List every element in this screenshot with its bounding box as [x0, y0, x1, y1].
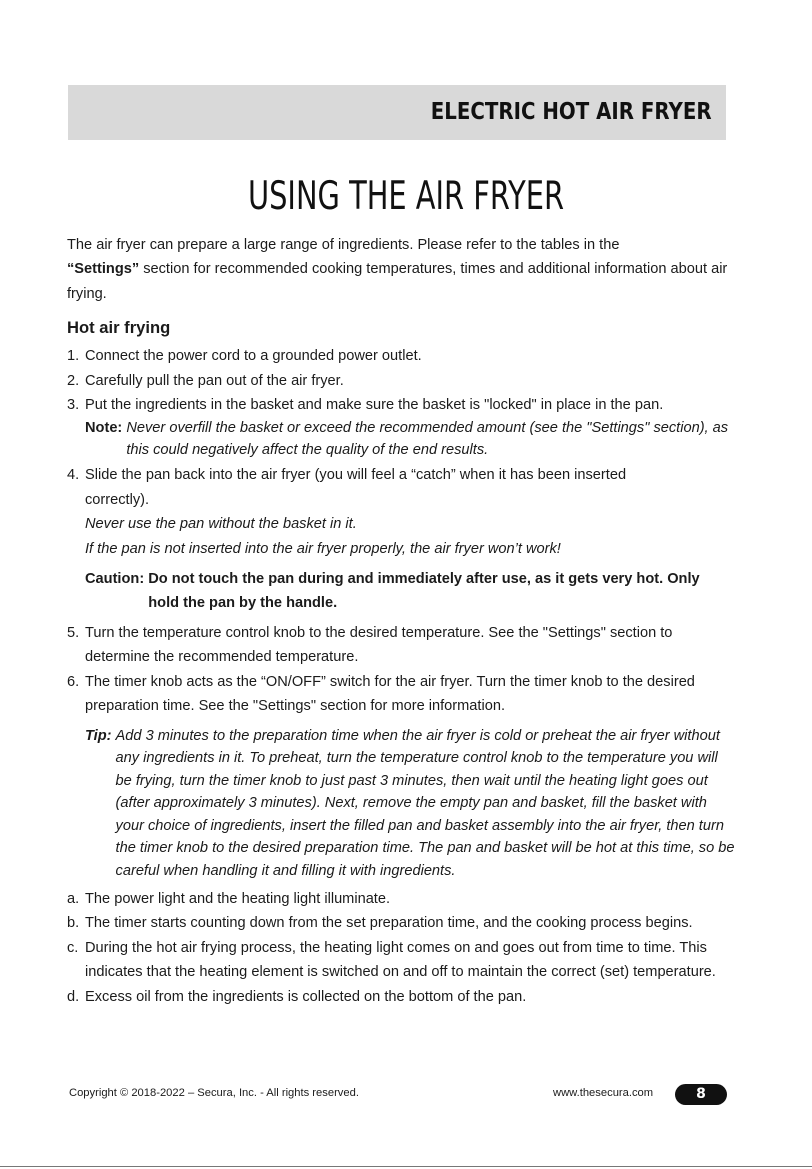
tip — [67, 725, 737, 883]
intro-text-1: The air fryer can prepare a large range of ingredients. Please refer to the tables in the — [67, 237, 620, 253]
list-item — [67, 670, 737, 719]
tip-text: Add 3 minutes to the preparation time when the air fryer is cold or preheat the air fryer without any ingredients in it. To preheat, turn the temperature control knob to the temperature you will be frying, turn the timer knob to just past 3 minutes, then wait until the heating light goes out (after approximately 3 minutes). Next, remove the empty pan and basket, fill the basket with your choice of ingredients, insert the filled pan and basket assembly into the air fryer, then turn the timer knob to the desired preparation time. The pan and basket will be hot at this time, so be careful when handling it and filling it with ingredients. — [115, 727, 735, 879]
header-title: ELECTRIC HOT AIR FRYER — [431, 99, 712, 125]
note-label: Note: — [85, 420, 127, 437]
warning-line: Never use the pan without the basket in it. — [85, 516, 357, 533]
step-number: 3. — [67, 397, 80, 414]
result-letter: d. — [67, 988, 80, 1005]
content — [67, 233, 737, 1009]
result-letter: b. — [67, 915, 80, 932]
list-item — [67, 985, 737, 1009]
list-item — [67, 621, 737, 670]
caution-label: Caution: — [85, 571, 149, 588]
warning-line: If the pan is not inserted into the air fryer properly, the air fryer won’t work! — [85, 540, 561, 557]
page-title: USING THE AIR FRYER — [247, 174, 565, 219]
section-heading: Hot air frying — [67, 318, 171, 338]
step-number: 2. — [67, 372, 80, 389]
result-letter: a. — [67, 891, 80, 907]
result-text: The power light and the heating light illuminate. — [85, 891, 391, 907]
step-number: 6. — [67, 673, 80, 690]
tip-label: Tip: — [85, 727, 116, 744]
list-item — [67, 463, 737, 512]
result-text: The timer starts counting down from the set preparation time, and the cooking process begins. — [85, 915, 693, 932]
caution-text: Do not touch the pan during and immediately after use, as it gets very hot. Only hold the pan by the handle. — [148, 571, 700, 612]
list-item — [67, 887, 737, 911]
step-number: 4. — [67, 467, 80, 484]
result-letter: c. — [67, 939, 79, 956]
note-text: Never overfill the basket or exceed the recommended amount (see the "Settings" section), as this could negatively affect the quality of the end results. — [126, 420, 729, 458]
step-number: 1. — [67, 348, 80, 365]
footer-url: www.thesecura.com — [553, 1087, 654, 1099]
list-item — [67, 344, 737, 368]
list-item — [67, 936, 737, 985]
caution — [67, 567, 737, 616]
bottom-rule — [0, 1166, 812, 1167]
intro-paragraph — [67, 233, 737, 306]
note — [67, 418, 737, 461]
step-text: Carefully pull the pan out of the air fryer. — [85, 372, 344, 389]
intro-text-2: section for recommended cooking temperatures, times and additional information about air frying. — [67, 261, 728, 302]
step-text: Slide the pan back into the air fryer (you will feel a “catch” when it has been inserted correctly). — [85, 467, 627, 508]
step-number: 5. — [67, 624, 80, 641]
list-item — [67, 393, 737, 417]
footer-copyright: Copyright © 2018-2022 – Secura, Inc. - All rights reserved. — [69, 1087, 359, 1099]
intro-settings-bold: “Settings” — [67, 261, 140, 278]
header-bar — [68, 85, 726, 140]
list-item — [67, 369, 737, 393]
result-text: During the hot air frying process, the heating light comes on and goes out from time to time. This indicates that the heating element is switched on and off to maintain the correct (set) temperature. — [85, 939, 716, 981]
list-item — [67, 911, 737, 935]
result-text: Excess oil from the ingredients is collected on the bottom of the pan. — [85, 988, 527, 1005]
step-text: Put the ingredients in the basket and make sure the basket is "locked" in place in the pan. — [85, 397, 664, 414]
page-number-badge: 8 — [675, 1084, 727, 1105]
step-text: Turn the temperature control knob to the desired temperature. See the "Settings" section to determine the recommended temperature. — [85, 624, 673, 666]
step-text: Connect the power cord to a grounded power outlet. — [85, 348, 422, 365]
step-text: The timer knob acts as the “ON/OFF” switch for the air fryer. Turn the timer knob to the desired preparation time. See the "Settings" section for more information. — [85, 673, 695, 715]
